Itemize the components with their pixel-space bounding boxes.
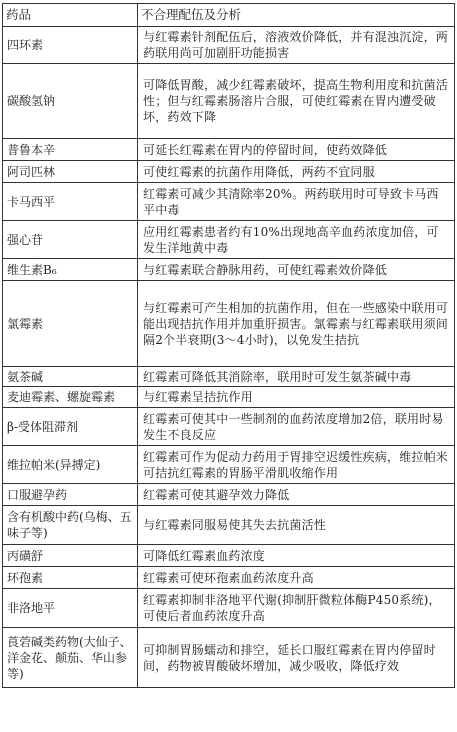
- drug-name: 非洛地平: [3, 589, 138, 628]
- interaction-analysis: 红霉素抑制非洛地平代谢(抑制肝微粒体酶P450系统)，可使后者血药浓度升高: [138, 589, 455, 628]
- drug-name: 氨茶碱: [3, 367, 138, 387]
- interaction-analysis: 红霉素可使环孢素血药浓度升高: [138, 567, 455, 589]
- table-row: [3, 484, 455, 506]
- table-row: [3, 408, 455, 446]
- table-row: [3, 545, 455, 567]
- interaction-analysis: 可降低红霉素血药浓度: [138, 545, 455, 567]
- table-row: [3, 506, 455, 545]
- table-row: [3, 367, 455, 387]
- drug-name: 氯霉素: [3, 281, 138, 367]
- table-row: [3, 221, 455, 259]
- interaction-analysis: 与红霉素联合静脉用药，可使红霉素效价降低: [138, 259, 455, 281]
- table-row: [3, 567, 455, 589]
- header-analysis: 不合理配伍及分析: [138, 4, 455, 27]
- table-row: [3, 139, 455, 161]
- drug-name: 强心苷: [3, 221, 138, 259]
- interaction-analysis: 应用红霉素患者约有10%出现地高辛血药浓度加倍，可发生洋地黄中毒: [138, 221, 455, 259]
- drug-name: 口服避孕药: [3, 484, 138, 506]
- table-row: [3, 27, 455, 64]
- drug-name: 卡马西平: [3, 183, 138, 221]
- drug-name: 维拉帕米(异搏定): [3, 446, 138, 484]
- interaction-analysis: 红霉素可降低其消除率，联用时可发生氨茶碱中毒: [138, 367, 455, 387]
- drug-name: 碳酸氢钠: [3, 64, 138, 139]
- drug-name: 阿司匹林: [3, 161, 138, 183]
- table-row: [3, 387, 455, 408]
- table-row: [3, 589, 455, 628]
- interaction-analysis: 红霉素可减少其清除率20%。两药联用时可导致卡马西平中毒: [138, 183, 455, 221]
- interaction-analysis: 可延长红霉素在胃内的停留时间，使药效降低: [138, 139, 455, 161]
- header-drug: 药品: [3, 4, 138, 27]
- drug-name: 莨菪碱类药物(大仙子、洋金花、颠茄、华山参等): [3, 628, 138, 688]
- interaction-analysis: 与红霉素呈拮抗作用: [138, 387, 455, 408]
- drug-interaction-table: [2, 3, 455, 688]
- interaction-analysis: 与红霉素同服易使其失去抗菌活性: [138, 506, 455, 545]
- drug-name: 普鲁本辛: [3, 139, 138, 161]
- interaction-analysis: 红霉素可作为促动力药用于胃排空迟缓性疾病，维拉帕米可拮抗红霉素的胃肠平滑肌收缩作用: [138, 446, 455, 484]
- interaction-analysis: 与红霉素针剂配伍后，溶液效价降低，并有混浊沉淀，两药联用尚可加剧肝功能损害: [138, 27, 455, 64]
- interaction-analysis: 可使红霉素的抗菌作用降低，两药不宜同服: [138, 161, 455, 183]
- drug-name: 维生素B₆: [3, 259, 138, 281]
- interaction-analysis: 红霉素可使其中一些制剂的血药浓度增加2倍，联用时易发生不良反应: [138, 408, 455, 446]
- interaction-analysis: 可降低胃酸，减少红霉素破坏，提高生物利用度和抗菌活性；但与红霉素肠溶片合服，可使红霉素在胃内遭受破坏，药效下降: [138, 64, 455, 139]
- drug-name: 麦迪霉素、螺旋霉素: [3, 387, 138, 408]
- table-row: [3, 259, 455, 281]
- table-header-row: [3, 4, 455, 27]
- table-row: [3, 161, 455, 183]
- table-row: [3, 446, 455, 484]
- interaction-analysis: 可抑制胃肠蠕动和排空，延长口服红霉素在胃内停留时间，药物被胃酸破坏增加，减少吸收，降低疗效: [138, 628, 455, 688]
- table-row: [3, 64, 455, 139]
- table-row: [3, 281, 455, 367]
- table-row: [3, 183, 455, 221]
- table-row: [3, 628, 455, 688]
- interaction-analysis: 与红霉素可产生相加的抗菌作用，但在一些感染中联用可能出现拮抗作用并加重肝损害。氯霉素与红霉素联用须间隔2个半衰期(3～4小时)，以免发生拮抗: [138, 281, 455, 367]
- drug-name: 四环素: [3, 27, 138, 64]
- drug-name: β-受体阻滞剂: [3, 408, 138, 446]
- drug-name: 丙磺舒: [3, 545, 138, 567]
- drug-name: 环孢素: [3, 567, 138, 589]
- interaction-analysis: 红霉素可使其避孕效力降低: [138, 484, 455, 506]
- drug-name: 含有机酸中药(乌梅、五味子等): [3, 506, 138, 545]
